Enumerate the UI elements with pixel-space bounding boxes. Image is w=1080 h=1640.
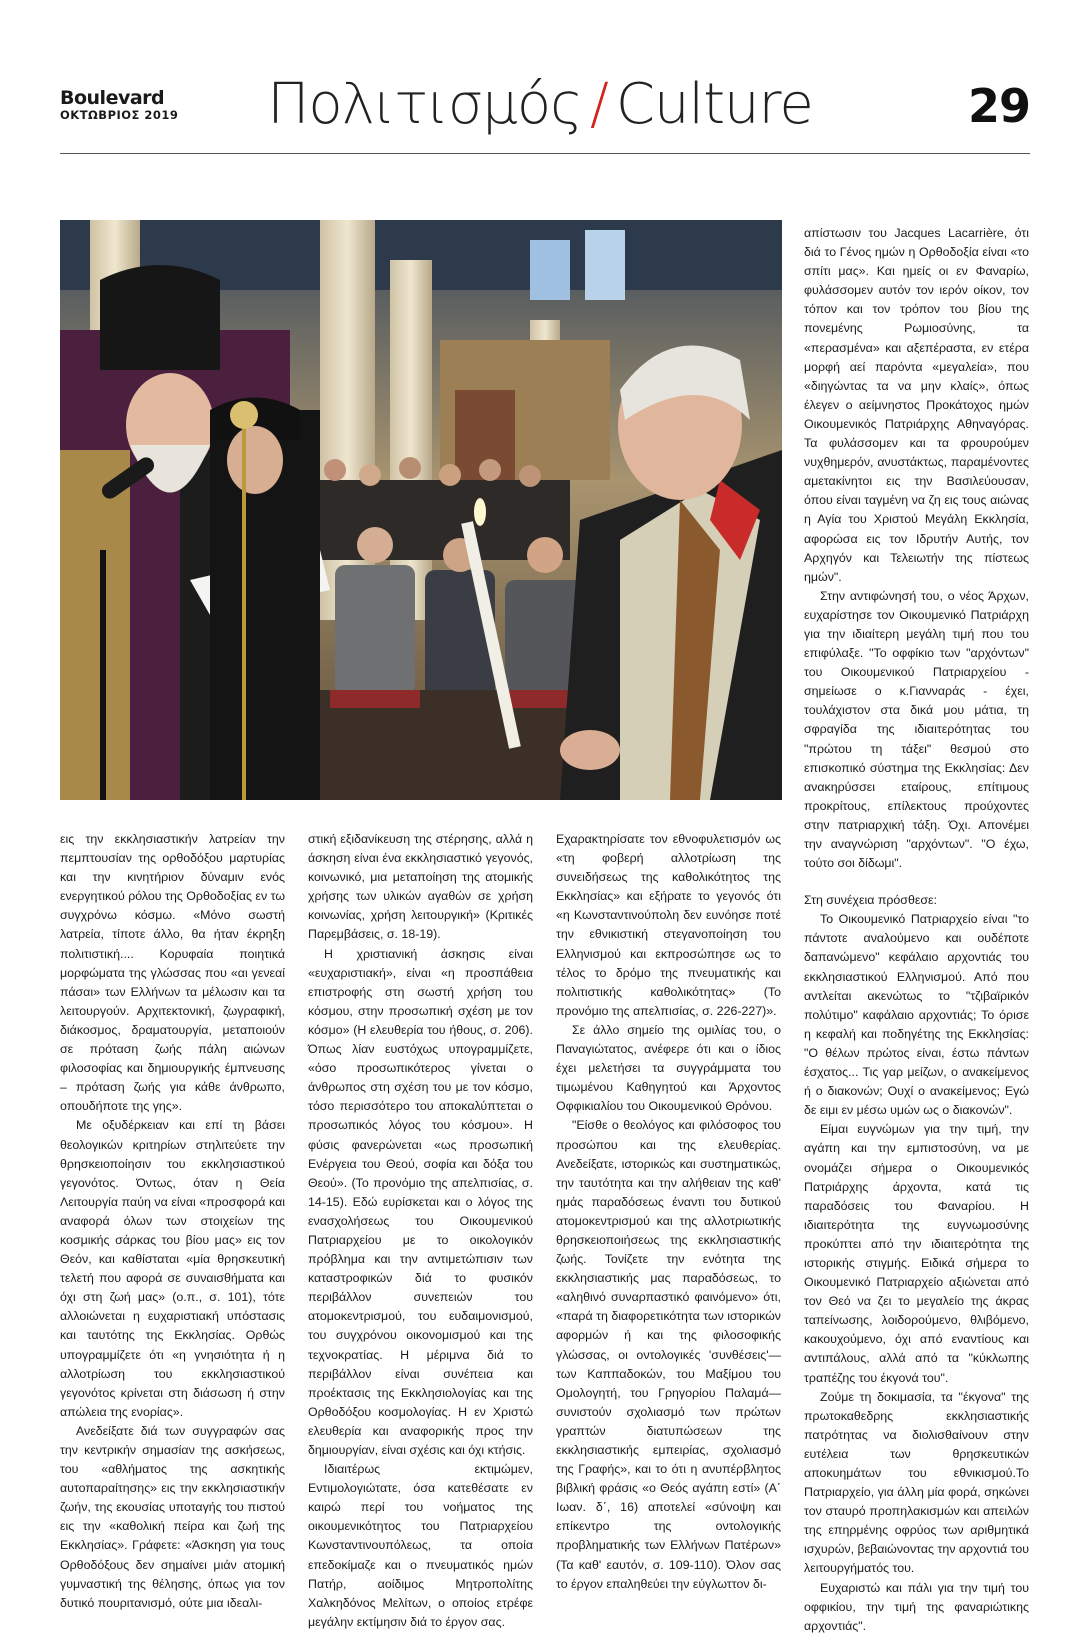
article-column-3 — [556, 830, 781, 1594]
paragraph: Στην αντιφώνησή του, ο νέος Άρχων, ευχαρίστησε τον Οικουμενικό Πατριάρχη για την ιδιαίτερη μεγάλη τιμή που του επιφύλαξε. "Το οφφίκιο των "αρχόντων" του Οικουμενικού Πατριαρχείου - σημείωσε ο κ.Γιανναράς - έχει, τουλάχιστον στα δικά μου μάτια, τη σφραγίδα της ιδιαιτερότητας του "πρώτου τη τάξει" θεσμού στο επισκοπικό σύστημα της Εκκλησίας: Δεν ανακηρύσσει εταίρους, επίτιμους προκρίτους, επίλεκτους προύχοντες στην πατριαρχική τάξη. Όχι. Απονέμει την αναγνώριση "αρχόντων". "Ο έχω, τούτο σοι δίδωμι". — [804, 588, 1029, 871]
paragraph: Το Οικουμενικό Πατριαρχείο είναι "το πάντοτε αναλούμενο και ουδέποτε δαπανώμενο" κεφάλαιο αρχοντιάς του εκκλησιαστικού Ελληνισμού. Από που αντλείται ακενώτως το "τζιβαϊρικόν πολύτιμο" καφάλαιο αρχοντιάς; Το όρισε η κεφαλή και ποδηγέτης της Εκκλησίας: "Ο θέλων πρώτος είναι, έστω πάντων έσχατος... Τις γαρ μείζων, ο ανακείμενος ή ο διακονών; Ουχί ο ανακείμενος; Εγώ δε ειμι εν μέσω υμών ως ο διακονών". — [804, 912, 1029, 1118]
article-column-4 — [804, 224, 1029, 1636]
paragraph: Με οξυδέρκειαν και επί τη βάσει θεολογικών κριτηρίων στηλιτεύετε την θρησκειοποίησιν του εκκλησιαστικού γεγονότος. Όντως, όταν η Θεία Λειτουργία παύη να είναι «προσφορά και αναφορά όλων των στοιχείων της κοσμικής σάρκας του βίου μας» εις τον Θεόν, και καθίσταται «μία θρησκευτική τελετή που αφορά σε συναισθήματα και όχι στη ζωή μας» (ο.π., σ. 101), τότε αλλοιώνεται η ευχαριστιακή υπόστασις και ταυτότης της Εκκλησίας. Ορθώς υπογραμμίζετε ότι «η γνησιότητα ή η αλλοτρίωση του εκκλησιαστικού γεγονότος κρίνεται στη διάσωση ή στην απώλεια της ενορίας». — [60, 1118, 285, 1419]
section-title — [0, 72, 1080, 138]
paragraph: Σε άλλο σημείο της ομιλίας του, ο Παναγιώτατος, ανέφερε ότι και ο ίδιος έχει μελετήσει τα συγγράμματα του τιμωμένου Καθηγητού και Άρχοντος Οφφικιαλίου του Οικουμενικού Θρόνου. — [556, 1022, 781, 1114]
page-number: 29 — [967, 79, 1030, 133]
paragraph: Ανεδείξατε διά των συγγραφών σας την κεντρικήν σημασίαν της ασκήσεως, του «αθλήματος της ασκητικής αυτοπαραίτησης» εις την εκκλησιαστικήν ζωήν, της εκουσίας υποταγής του πιστού εις την «καθολική πείρα και ζωή της Εκκλησίας». Γράφετε: «Άσκηση για τους Ορθοδόξους δεν σημαίνει μιάν ατομική γυμναστική της θέλησης, όπως για τον δυτικό πουριτανισμό, ούτε μια ιδεαλι- — [60, 1423, 285, 1610]
paragraph: Ευχαριστώ και πάλι για την τιμή του οφφικίου, την τιμή της φαναριώτικης αρχοντιάς". — [804, 1580, 1029, 1633]
article-column-1 — [60, 830, 285, 1613]
section-title-english: Culture — [615, 72, 813, 137]
header-divider — [60, 153, 1030, 154]
paragraph: Ζούμε τη δοκιμασία, τα "έκγονα" της πρωτοκαθεδρης εκκλησιαστικής πατρότητας να διολισθαίνουν στην ευτέλεια των θρησκευτικών αποκυημάτων του εθνικισμού.Το Πατριαρχείο, για άλλη μία φορά, σηκώνει τον σταυρό προπηλακισμών και απειλών της επηρμένης οφρύος των αριθμητικά ισχυρών, βεβαιώνοντας την αρχοντιά του λειτουργήματός του. — [804, 1389, 1029, 1576]
article-column-2 — [308, 830, 533, 1632]
magazine-logo: Boulevard — [60, 87, 165, 109]
issue-date: ΟΚΤΩΒΡΙΟΣ 2019 — [60, 108, 179, 122]
paragraph: Είμαι ευγνώμων για την τιμή, την αγάπη και την εμπιστοσύνη, να με ονομάζει σήμερα ο Οικουμενικός Πατριάρχης άρχοντα, κατά τις παραδόσεις του Φαναρίου. Η ιδιαιτερότητα της ευγνωμοσύνης προκύπτει από την ιδιαιτερότητα της ιστορικής στιγμής. Ειδικά σήμερα το Οικουμενικό Πατριαρχείο αξιώνεται από τον Θεό να ζει το μεγαλείο της άκρας ταπείνωσης, λοιδορούμενο, θλιβόμενο, κακουχούμενο, όχι από εναντίους και αντιπάλους, αλλά από τα "κύκλωπης τραπέζης του έκγονά του". — [804, 1122, 1029, 1385]
ceremony-photo — [60, 220, 782, 800]
paragraph: απίστωσιν του Jacques Lacarrière, ότι διά το Γένος ημών η Ορθοδοξία είναι «το σπίτι μας». Και ημείς οι εν Φαναρίω, φυλάσσομεν αυτόν τον ιερόν οίκον, τον τόπον και τον τρόπον του βίου της πονεμένης Ρωμιοσύνης, τα «περασμένα» και αξεπέραστα, εν ετέρα μορφή αεί παρόντα «μεγαλεία», που «διηγώντας τα να μην κλαίς», όπως έλεγεν ο αείμνηστος Προκάτοχος ημών Οικουμενικός Πατριάρχης Αθηναγόρας. Τα φυλάσσομεν και τα φρουρούμεν νυχθημερόν, ανυστάκτως, παραμένοντες αμετακίνητοι εις την Βασιλεύουσαν, όπου είναι ταγμένη να ζη εις τους αιώνας η Αγία του Χριστού Μεγάλη Εκκλησία, αφορώσα εις τον Ιδρυτήν Αυτής, τον Αρχηγόν και Τελειωτήν της πίστεως ημών". — [804, 226, 1029, 584]
paragraph: Η χριστιανική άσκησις είναι «ευχαριστιακή», είναι «η προσπάθεια επιστροφής στη σωστή χρήση του κόσμου, στην προσωπική σχέση με τον κόσμο» (Η ελευθερία του ήθους, σ. 206). Όπως λίαν ευστόχως υπογραμμίζετε, «όσο προσωπικότερος γίνεται ο άνθρωπος στη σχέση του με τον κόσμο, τόσο περισσότερο του αποκαλύπτεται ο προσωπικός λόγος του κόσμου». Η φύσις φανερώνεται «ως προσωπική Ενέργεια του Θεού, σοφία και δόξα του Θεού». (Το προνόμιο της απελπισίας, σ. 14-15). Εδώ ευρίσκεται και ο λόγος της ενασχολήσεως του Οικουμενικού Πατριαρχείου με το οικολογικόν πρόβλημα και την αντιμετώπισιν των καταστροφικών διά το φυσικόν περιβάλλον συνεπειών του ατομοκεντρισμού, του ευδαιμονισμού, του συγχρόνου οικονομισμού και της τεχνοκρατίας. Η μέριμνα διά το περιβάλλον είναι συνέπεια και προέκτασις της Εκκλησιολογίας και της Ορθοδόξου κοσμολογίας. Η εν Χριστώ ελευθερία και αναφορικής προς την δημιουργίαν, είναι σχέσις και όχι κτήσις. — [308, 946, 533, 1457]
paragraph: στική εξιδανίκευση της στέρησης, αλλά η άσκηση είναι ένα εκκλησιαστικό γεγονός, κοινωνικό, μια μεταποίηση της ατομικής χρήσης των υλικών αγαθών σε χρήση κοινωνίας, χρήση λειτουργική» (Κριτικές Παρεμβάσεις, σ. 18-19). — [308, 832, 533, 942]
paragraph: "Είσθε ο θεολόγος και φιλόσοφος του προσώπου και της ελευθερίας. Ανεδείξατε, ιστορικώς και συστηματικώς, την ταυτότητα και την αλήθειαν της καθ' ημάς παραδόσεως έναντι του δυτικού ατομοκεντρισμού και της αλλοτριωτικής θρησκειοποιήσεως της εκκλησιαστικής ζωής. Τονίζετε την ενότητα της εκκλησιαστικής μας παραδόσεως, το «αληθινό συναρπαστικό φαινόμενο» ότι, «παρά τη διαφορετικότητα των ιστορικών αφορμών ή και της φιλοσοφικής γλώσσας, οι οντολογικές 'συνθέσεις'—των Καππαδοκών, του Μαξίμου του Ομολογητή, του Γρηγορίου Παλαμά—συνιστούν σχολιασμό των πρώτων γραπτών διατυπώσεων της εκκλησιαστικής εμπειρίας, σχολιασμό της Γραφής», και το ότι η ανυπέρβλητος βιβλική φράσις «ο Θεός αγάπη εστί» (Α΄ Ιωαν. δ΄, 16) αποτελεί «σύνοψη και επίκεντρο της οντολογικής προβληματικής των Ελλήνων Πατέρων» (Τα καθ' εαυτόν, σ. 109-110). Όλον σας το έργον επαληθεύει την εύγλωττον δι- — [556, 1118, 781, 1591]
paragraph: εις την εκκλησιαστικήν λατρείαν την πεμπτουσίαν της ορθοδόξου μαρτυρίας και την κινητήριον δύναμιν ενός ενεργητικού ρόλου της Ορθοδοξίας εν τω συγχρόνω κόσμω. «Μόνο σωστή λατρεία, τίποτε άλλο, θα ήταν έκρηξη πολιτιστική.... Κορυφαία ποιητικά μορφώματα της γλώσσας που «αι γενεαί πάσαι» των Ελλήνων τα μέλωσιν και τα λειτουργούν. Αρχιτεκτονική, ζωγραφική, διάκοσμος, δραματουργία, μεταποιούν σε πρόταση ζωής πάλη αιώνων φιλοσοφίας και δημιουργικής έμπνευσης – πρόταση ζωής για κάθε άνθρωπο, οπουδήποτε της γης». — [60, 832, 285, 1114]
section-title-greek: Πολιτισμός — [267, 72, 583, 137]
paragraph: Ιδιαιτέρως εκτιμώμεν, Εντιμολογιώτατε, όσα κατεθέσατε εν καιρώ περί του νοήματος της οικουμενικότητος του Πατριαρχείου Κωνσταντινουπόλεως, τα οποία επεδοκίμαζε και ο πνευματικός ημών Πατήρ, αοίδιμος Μητροπολίτης Χαλκηδόνος Μελίτων, ο οποίος ετρέφε μεγάλην εκτίμησιν διά το έργον σας. — [308, 1462, 533, 1629]
paragraph: Στη συνέχεια πρόσθεσε: — [804, 893, 937, 908]
section-title-separator: / — [590, 72, 608, 137]
paragraph: Εχαρακτηρίσατε τον εθνοφυλετισμόν ως «τη φοβερή αλλοτρίωση της συνειδήσεως της καθολικότητος της Εκκλησίας» και εξήρατε το γεγονός ότι «η Κωνσταντινούπολη δεν ευνόησε ποτέ την εθνικιστική στεγανοποίηση του Ελληνισμού και εκπροσώπησε ως το τέλος το δρόμο της πνευματικής και πολιτιστικής καθολικότητας» (Το προνόμιο της απελπισίας, σ. 226-227)». — [556, 832, 781, 1018]
